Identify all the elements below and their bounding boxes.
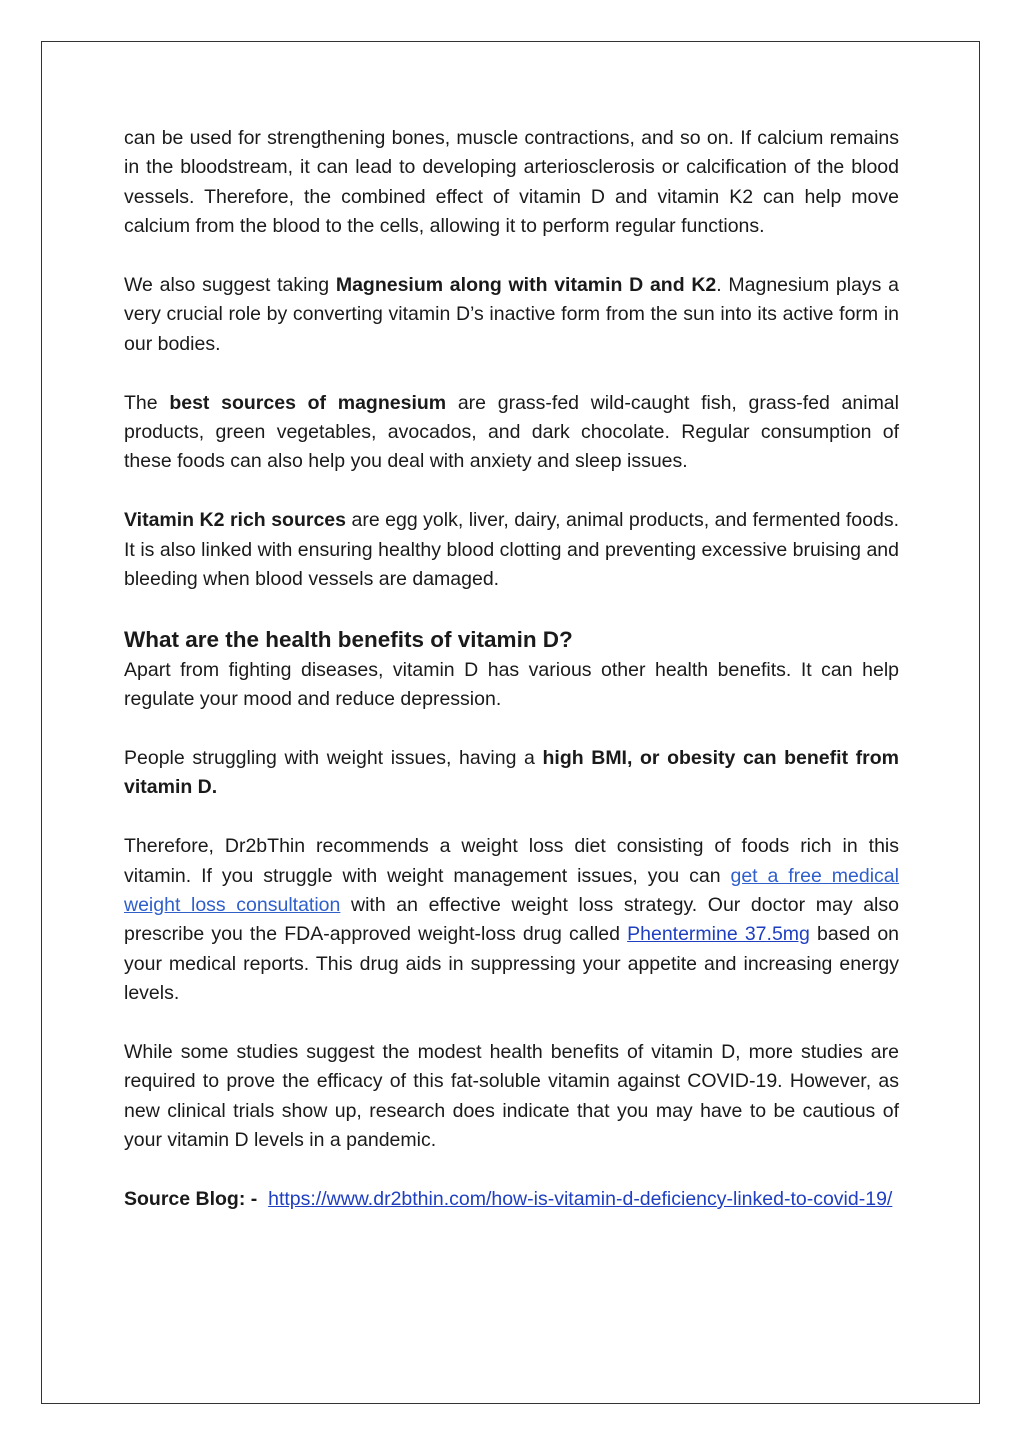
paragraph-magnesium-sources bbox=[124, 389, 899, 477]
paragraph-sources-rest: are grass-fed wild-caught fish, grass-fed animal products, green vegetables, avocados, and dark chocolate. Regular consumption of these foods can also help you deal with anxiety and sleep issues. bbox=[124, 391, 899, 473]
paragraph-dr2bthin-intro: Therefore, Dr2bThin recommends a weight loss diet consisting of foods rich in this vitamin. If you struggle with weight management issues, you can bbox=[124, 835, 899, 887]
paragraph-dr2bthin-middle: with an effective weight loss strategy. Our doctor may also prescribe you the FDA-approved weight-loss drug called bbox=[124, 894, 899, 946]
paragraph-health-benefits-text: Apart from fighting diseases, vitamin D has various other health benefits. It can help regulate your mood and reduce depression. bbox=[124, 658, 899, 711]
paragraph-k2-sources bbox=[124, 506, 899, 594]
phentermine-link[interactable]: Phentermine 37.5mg bbox=[627, 923, 810, 946]
paragraph-weight-intro: People struggling with weight issues, having a bbox=[124, 747, 543, 770]
paragraph-studies bbox=[124, 1038, 899, 1156]
paragraph-magnesium-bold: Magnesium along with vitamin D and K2 bbox=[335, 274, 717, 297]
paragraph-studies-text: While some studies suggest the modest health benefits of vitamin D, more studies are required to prove the efficacy of this fat-soluble vitamin against COVID-19. However, as new clinical trials show up, research does indicate that you may have to be cautious of your vitamin D levels in a pandemic. bbox=[124, 1041, 899, 1152]
paragraph-k2-bold: Vitamin K2 rich sources bbox=[124, 509, 346, 532]
paragraph-dr2bthin bbox=[124, 832, 899, 1008]
paragraph-sources-bold: best sources of magnesium bbox=[169, 391, 447, 414]
paragraph-k2-rest: are egg yolk, liver, dairy, animal products, and fermented foods. It is also linked with ensuring healthy blood clotting and preventing excessive bruising and bleeding when blood vessels are damaged. bbox=[124, 509, 900, 591]
paragraph-weight-issues bbox=[124, 744, 899, 803]
paragraph-magnesium bbox=[124, 271, 899, 359]
source-blog bbox=[124, 1185, 899, 1214]
source-blog-link[interactable]: https://www.dr2bthin.com/how-is-vitamin-d-deficiency-linked-to-covid-19/ bbox=[268, 1188, 893, 1211]
document-body bbox=[124, 124, 899, 1244]
paragraph-calcium bbox=[124, 124, 899, 242]
paragraph-sources-intro: The bbox=[124, 391, 170, 414]
paragraph-dr2bthin-rest: based on your medical reports. This drug aids in suppressing your appetite and increasing energy levels. bbox=[124, 923, 900, 1005]
paragraph-weight-bold: high BMI, or obesity can benefit from vitamin D. bbox=[124, 747, 899, 799]
paragraph-magnesium-rest: . Magnesium plays a very crucial role by converting vitamin D’s inactive form from the sun into its active form in our bodies. bbox=[124, 274, 899, 355]
section-heading: What are the health benefits of vitamin D? bbox=[124, 626, 573, 652]
source-blog-label: Source Blog: - bbox=[124, 1188, 258, 1211]
paragraph-magnesium-intro: We also suggest taking bbox=[124, 274, 336, 297]
consultation-link[interactable]: get a free medical weight loss consultation bbox=[124, 864, 899, 917]
paragraph-calcium-text: can be used for strengthening bones, muscle contractions, and so on. If calcium remains in the bloodstream, it can lead to developing arteriosclerosis or calcification of the blood vessels. Therefore, the combined effect of vitamin D and vitamin K2 can help move calcium from the blood to the cells, allowing it to perform regular functions. bbox=[124, 127, 899, 238]
paragraph-health-benefits bbox=[124, 656, 899, 715]
